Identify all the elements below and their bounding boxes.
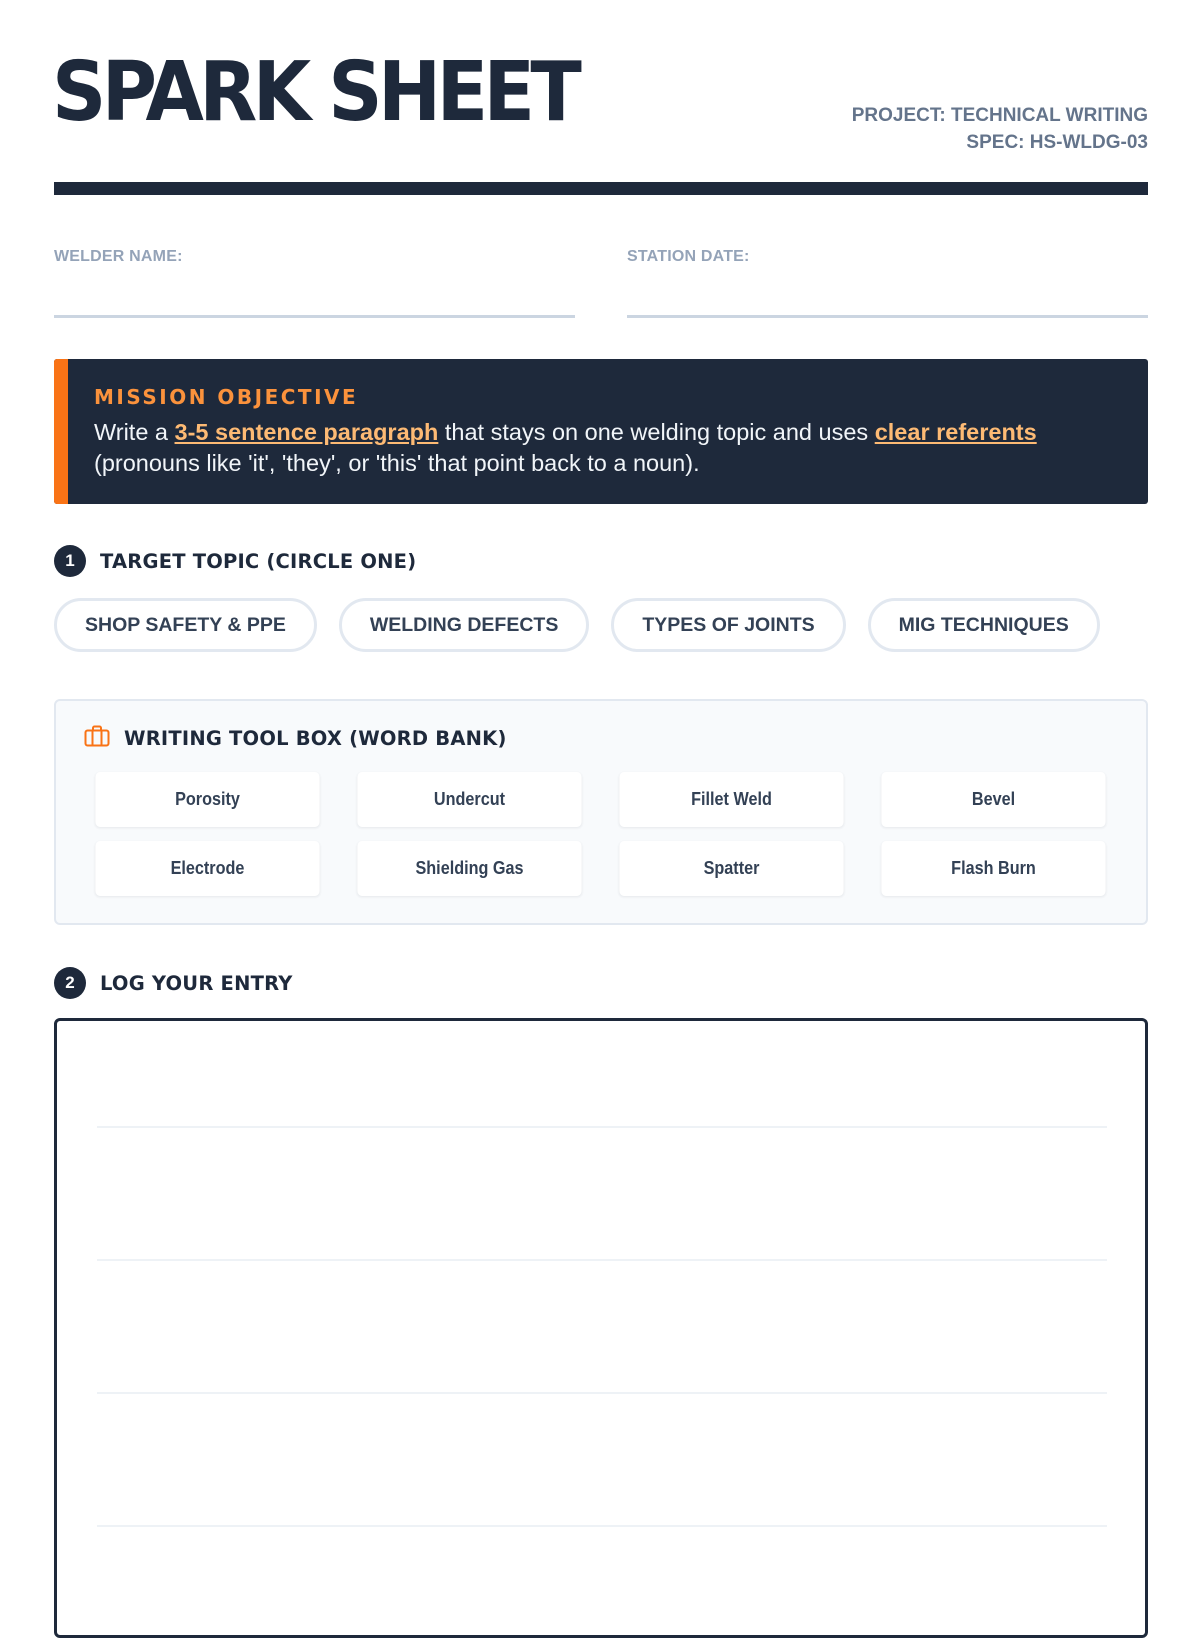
welder-name-line [54, 315, 575, 318]
topic-options [54, 598, 1100, 658]
toolbox-title: WRITING TOOL BOX (WORD BANK) [124, 727, 507, 750]
section-target-topic [54, 544, 416, 578]
word-bank-grid [83, 772, 1119, 896]
word-bank-item: Fillet Weld [619, 772, 843, 827]
project-meta [852, 102, 1148, 156]
section-title: LOG YOUR ENTRY [100, 971, 293, 995]
mission-text-part: that stays on one welding topic and uses [438, 419, 875, 445]
station-date-field[interactable] [627, 248, 1148, 318]
header-divider [54, 182, 1148, 195]
word-bank-item: Spatter [619, 841, 843, 896]
topic-pill-welding-defects[interactable]: WELDING DEFECTS [339, 598, 590, 652]
word-bank-item: Flash Burn [881, 841, 1105, 896]
writing-line [97, 1259, 1107, 1261]
word-bank-item: Undercut [357, 772, 581, 827]
mission-text-part: Write a [94, 419, 175, 445]
writing-line [97, 1392, 1107, 1394]
mission-accent-bar [54, 359, 68, 504]
step-number-badge: 1 [54, 545, 86, 577]
word-bank-item: Electrode [95, 841, 319, 896]
word-bank-item: Bevel [881, 772, 1105, 827]
section-title: TARGET TOPIC (CIRCLE ONE) [100, 549, 417, 573]
worksheet-page [54, 0, 1148, 1600]
topic-pill-types-of-joints[interactable]: TYPES OF JOINTS [611, 598, 845, 652]
header [52, 45, 1148, 162]
mission-title: MISSION OBJECTIVE [94, 385, 359, 409]
welder-name-label: WELDER NAME: [54, 248, 183, 265]
entry-writing-box[interactable] [54, 1018, 1148, 1638]
topic-pill-shop-safety[interactable]: SHOP SAFETY & PPE [54, 598, 317, 652]
mission-highlight-sentences: 3-5 sentence paragraph [174, 419, 439, 445]
topic-pill-mig-techniques[interactable]: MIG TECHNIQUES [868, 598, 1100, 652]
toolbox-header [84, 725, 507, 752]
page-title: SPARK SHEET [52, 45, 578, 140]
mission-text [94, 417, 1134, 479]
mission-highlight-referents: clear referents [874, 419, 1037, 445]
step-number-badge: 2 [54, 967, 86, 999]
writing-tool-box [54, 699, 1148, 925]
writing-line [97, 1525, 1107, 1527]
briefcase-icon [84, 725, 110, 752]
mission-text-part: (pronouns like 'it', 'they', or 'this' that point back to a noun). [94, 450, 700, 476]
project-label: PROJECT: TECHNICAL WRITING [851, 105, 1148, 126]
section-log-entry [54, 966, 293, 1000]
spec-label: SPEC: HS-WLDG-03 [966, 132, 1148, 153]
word-bank-item: Porosity [95, 772, 319, 827]
word-bank-item: Shielding Gas [357, 841, 581, 896]
welder-name-field[interactable] [54, 248, 575, 318]
writing-line [97, 1126, 1107, 1128]
station-date-line [627, 315, 1148, 318]
mission-objective-box [54, 359, 1148, 504]
station-date-label: STATION DATE: [627, 248, 750, 265]
